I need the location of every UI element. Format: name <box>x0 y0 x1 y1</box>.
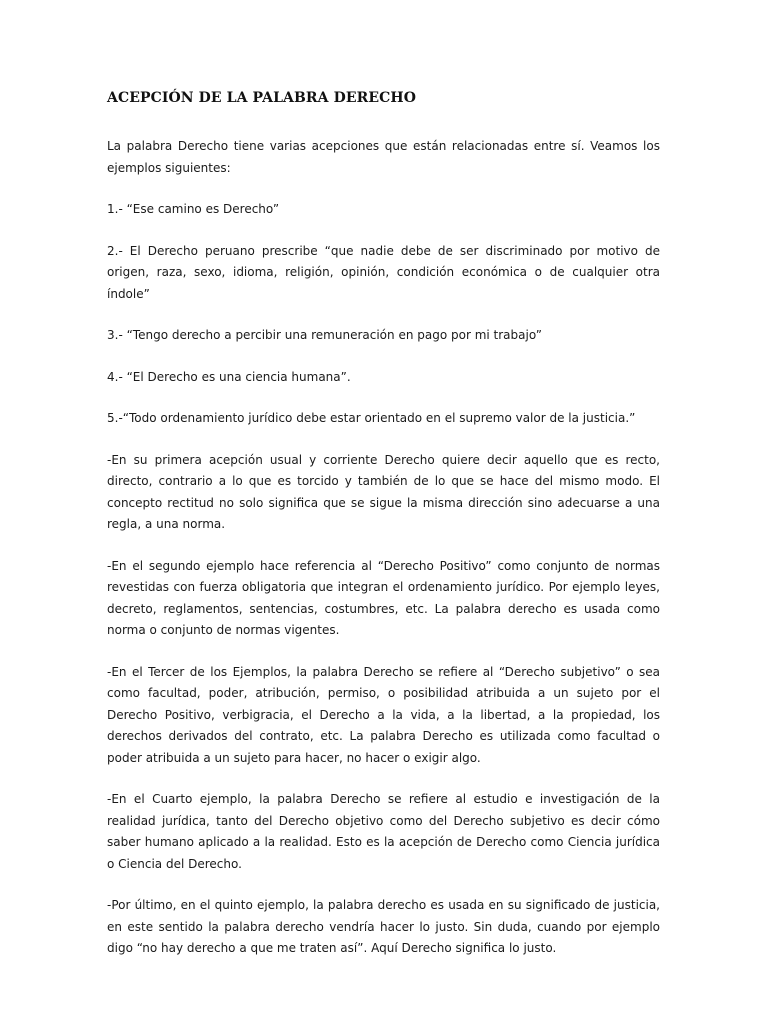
example-5: 5.-“Todo ordenamiento jurídico debe estar orientado en el supremo valor de la justicia.” <box>107 411 636 425</box>
example-2: 2.- El Derecho peruano prescribe “que nadie debe de ser discriminado por motivo de origen, raza, sexo, idioma, religión, opinión, condición económica o de cualquier otra índole” <box>107 243 660 301</box>
document-title: ACEPCIÓN DE LA PALABRA DERECHO <box>107 90 416 106</box>
explanation-4: -En el Cuarto ejemplo, la palabra Derecho se refiere al estudio e investigación de la realidad jurídica, tanto del Derecho objetivo como del Derecho subjetivo es decir cómo saber humano aplicado a la realidad. Esto es la acepción de Derecho como Ciencia jurídica o Ciencia del Derecho. <box>107 792 660 871</box>
explanation-2: -En el segundo ejemplo hace referencia al “Derecho Positivo” como conjunto de normas revestidas con fuerza obligatoria que integran el ordenamiento jurídico. Por ejemplo leyes, decreto, reglamentos, sentencias, costumbres, etc. La palabra derecho es usada como norma o conjunto de normas vigentes. <box>107 558 660 637</box>
explanation-3: -En el Tercer de los Ejemplos, la palabra Derecho se refiere al “Derecho subjetivo” o sea como facultad, poder, atribución, permiso, o posibilidad atribuida a un sujeto por el Derecho Positivo, verbigracia, el Derecho a la vida, a la libertad, a la propiedad, los derechos derivados del contrato, etc. La palabra Derecho es utilizada como facultad o poder atribuida a un sujeto para hacer, no hacer o exigir algo. <box>107 664 660 765</box>
example-1: 1.- “Ese camino es Derecho” <box>107 202 280 216</box>
explanation-1: -En su primera acepción usual y corriente Derecho quiere decir aquello que es recto, directo, contrario a lo que es torcido y también de lo que se hace del mismo modo. El concepto rectitud no solo significa que se sigue la misma dirección sino adecuarse a una regla, a una norma. <box>107 452 660 531</box>
example-4: 4.- “El Derecho es una ciencia humana”. <box>107 369 351 384</box>
paragraph-intro: La palabra Derecho tiene varias acepciones que están relacionadas entre sí. Veamos los ejemplos siguientes: <box>107 139 660 175</box>
example-3: 3.- “Tengo derecho a percibir una remuneración en pago por mi trabajo” <box>107 328 542 342</box>
explanation-5: -Por último, en el quinto ejemplo, la palabra derecho es usada en su significado de justicia, en este sentido la palabra derecho vendría hacer lo justo. Sin duda, cuando por ejemplo digo “no hay derecho a que me traten así”. Aquí Derecho significa lo justo. <box>107 898 660 955</box>
document-body <box>107 136 660 980</box>
